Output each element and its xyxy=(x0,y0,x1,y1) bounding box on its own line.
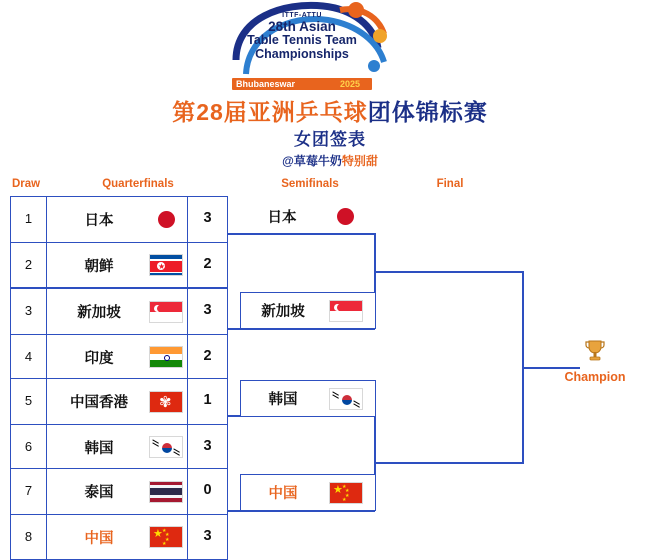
qf-match-d xyxy=(10,468,228,560)
table-row[interactable] xyxy=(11,379,227,424)
seed-number: 3 xyxy=(11,289,47,334)
qf-match-a xyxy=(10,196,228,288)
logo-line-3: Table Tennis Team xyxy=(247,33,357,48)
author-handle-blue: @草莓牛奶 xyxy=(282,154,342,168)
trophy-icon xyxy=(583,338,607,366)
column-header-semifinals: Semifinals xyxy=(281,178,339,190)
event-logo xyxy=(0,0,660,92)
seed-number: 8 xyxy=(11,515,47,559)
team-name: 中国 xyxy=(268,486,298,502)
match-score: 2 xyxy=(187,335,227,379)
team-name: 日本 xyxy=(267,209,297,226)
champion-label: Champion xyxy=(564,370,626,384)
seed-number: 1 xyxy=(11,197,47,242)
table-row[interactable] xyxy=(11,197,227,242)
hong-kong-flag: ✾ xyxy=(145,391,187,413)
match-score: 3 xyxy=(187,425,227,469)
singapore-flag xyxy=(145,301,187,323)
match-score: 2 xyxy=(187,243,227,287)
page-title-orange: 第28届亚洲乒乓球 xyxy=(172,99,368,125)
china-flag: ★ ★ ★ ★ ★ xyxy=(325,482,367,504)
logo-city: Bhubaneswar xyxy=(236,79,296,89)
japan-flag xyxy=(324,208,366,225)
page-title-blue: 团体锦标赛 xyxy=(367,99,488,125)
semifinal-entry-korea[interactable] xyxy=(240,380,376,417)
page-subtitle: 女团签表 xyxy=(294,130,366,149)
column-header-quarterfinals: Quarterfinals xyxy=(102,178,174,190)
semifinal-entry-singapore[interactable] xyxy=(240,292,376,329)
match-score: 0 xyxy=(187,469,227,514)
semifinal-entry-china[interactable] xyxy=(240,474,376,511)
team-name: 中国香港 xyxy=(70,395,128,411)
match-score: 3 xyxy=(187,289,227,334)
team-name: 韩国 xyxy=(84,440,114,457)
table-row[interactable] xyxy=(11,334,227,379)
bracket-line-final-bottom xyxy=(374,462,524,464)
team-name: 印度 xyxy=(84,350,114,367)
logo-line-4: Championships xyxy=(255,46,349,61)
logo-wordmark xyxy=(232,12,372,61)
seed-number: 7 xyxy=(11,469,47,514)
seed-number: 2 xyxy=(11,243,47,287)
match-score: 3 xyxy=(187,197,227,242)
team-name: 日本 xyxy=(84,213,114,229)
table-row[interactable] xyxy=(11,469,227,514)
south-korea-flag xyxy=(145,436,187,458)
table-row[interactable] xyxy=(11,289,227,334)
author-handle-orange: 特别甜 xyxy=(341,154,378,168)
qf-match-b xyxy=(10,288,228,380)
bracket-line-final-top xyxy=(374,271,524,273)
match-score: 3 xyxy=(187,515,227,559)
north-korea-flag: ★ xyxy=(145,254,187,276)
seed-number: 6 xyxy=(11,425,47,469)
china-flag: ★ ★ ★ ★ ★ xyxy=(145,526,187,548)
team-name: 泰国 xyxy=(84,485,114,501)
singapore-flag xyxy=(325,300,367,322)
logo-year: 2025 xyxy=(340,79,361,89)
south-korea-flag xyxy=(325,388,367,410)
team-name: 新加坡 xyxy=(261,304,305,320)
team-name: 新加坡 xyxy=(77,305,121,321)
semifinal-entry-japan[interactable] xyxy=(240,198,366,234)
japan-flag xyxy=(145,211,187,228)
author-handle xyxy=(0,152,660,169)
team-name: 中国 xyxy=(84,530,114,547)
column-header-final: Final xyxy=(436,178,464,190)
qf-match-c xyxy=(10,378,228,470)
seed-number: 4 xyxy=(11,335,47,379)
india-flag xyxy=(145,346,187,368)
table-row[interactable] xyxy=(11,424,227,469)
logo-line-2: 28th Asian xyxy=(268,18,336,34)
team-name: 朝鲜 xyxy=(84,258,114,275)
page-title xyxy=(0,94,660,127)
table-row[interactable] xyxy=(11,242,227,287)
match-score: 1 xyxy=(187,379,227,424)
team-name: 韩国 xyxy=(268,392,298,408)
logo-line-1: ITTF-ATTU xyxy=(282,12,322,19)
seed-number: 5 xyxy=(11,379,47,424)
column-header-draw: Draw xyxy=(11,178,41,190)
bracket-line-champion xyxy=(522,367,580,369)
table-row[interactable] xyxy=(11,514,227,559)
thailand-flag xyxy=(145,481,187,503)
